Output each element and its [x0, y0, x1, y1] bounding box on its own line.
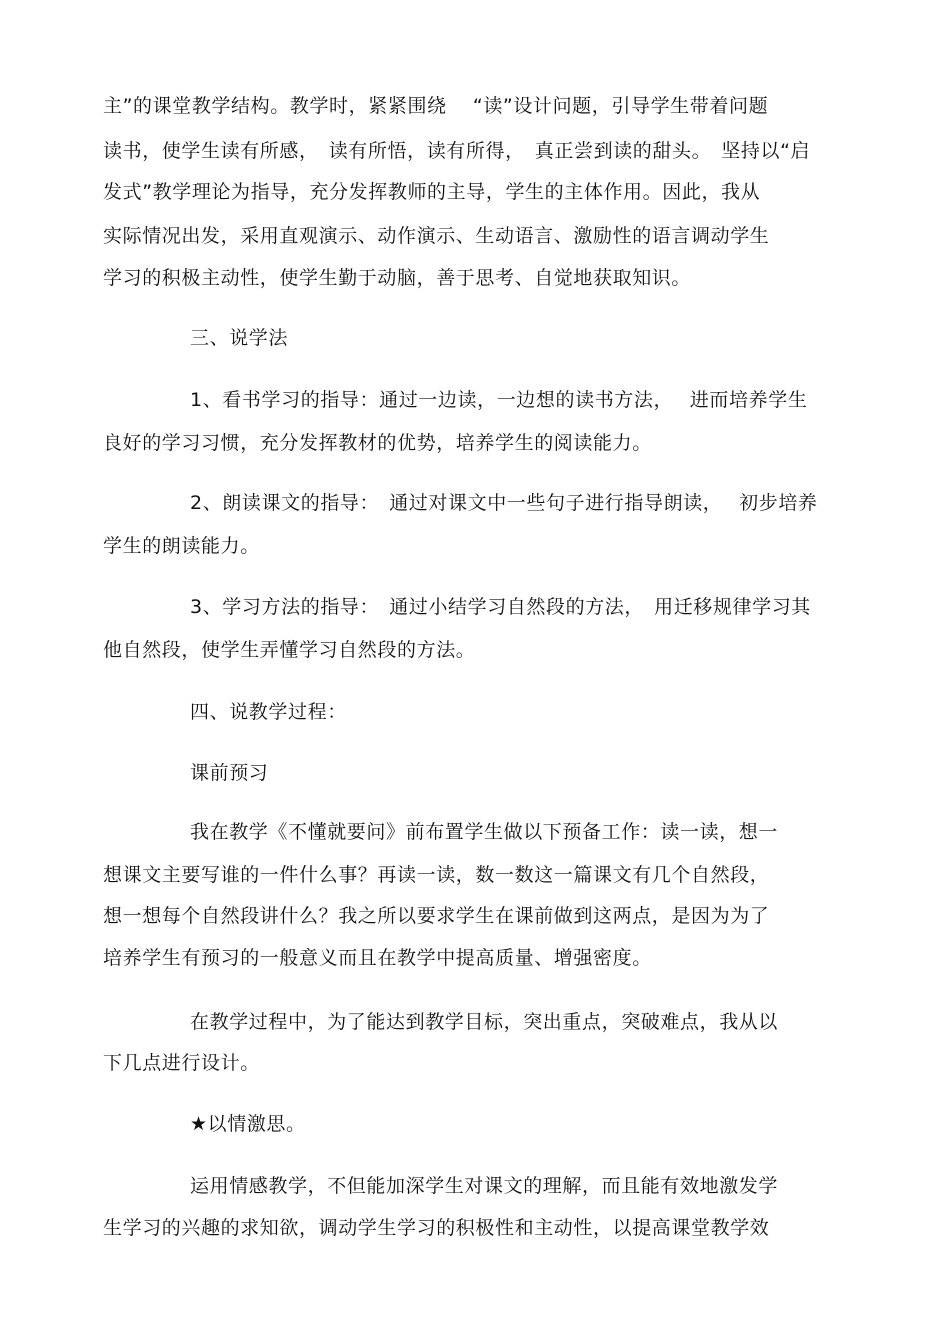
- paragraph-line: 1、看书学习的指导：通过一边读，一边想的读书方法， 进而培养学生: [190, 389, 808, 411]
- paragraph-line: 下几点进行设计。: [103, 1052, 260, 1074]
- section-heading-teaching-process: 四、说教学过程：: [190, 701, 347, 723]
- paragraph-line: 2、朗读课文的指导： 通过对课文中一些句子进行指导朗读， 初步培养: [190, 492, 818, 514]
- paragraph-line: 生学习的兴趣的求知欲，调动学生学习的积极性和主动性，以提高课堂教学效: [103, 1217, 770, 1239]
- paragraph-line: 主”的课堂教学结构。教学时，紧紧围绕 “读”设计问题，引导学生带着问题: [103, 95, 769, 117]
- paragraph-line: 实际情况出发，采用直观演示、动作演示、生动语言、激励性的语言调动学生: [103, 225, 770, 247]
- paragraph-line: 培养学生有预习的一般意义而且在教学中提高质量、增强密度。: [103, 947, 652, 969]
- section-heading-study-methods: 三、说学法: [190, 327, 289, 349]
- paragraph-line: 我在教学《不懂就要问》前布置学生做以下预备工作：读一读，想一: [190, 821, 779, 843]
- paragraph-line: 想课文主要写谁的一件什么事？再读一读，数一数这一篇课文有几个自然段，: [103, 864, 770, 886]
- paragraph-line: 读书，使学生读有所感， 读有所悟，读有所得， 真正尝到读的甜头。 坚持以“启: [103, 140, 811, 162]
- subheading-emotion: ★以情激思。: [190, 1113, 306, 1135]
- subheading-preview: 课前预习: [190, 762, 269, 784]
- paragraph-line: 想一想每个自然段讲什么？我之所以要求学生在课前做到这两点，是因为为了: [103, 905, 770, 927]
- paragraph-line: 学习的积极主动性，使学生勤于动脑，善于思考、自觉地获取知识。: [103, 267, 692, 289]
- paragraph-line: 发式”教学理论为指导，充分发挥教师的主导，学生的主体作用。因此，我从: [103, 181, 761, 203]
- paragraph-line: 学生的朗读能力。: [103, 535, 260, 557]
- paragraph-line: 3、学习方法的指导： 通过小结学习自然段的方法， 用迁移规律学习其: [190, 596, 811, 618]
- paragraph-line: 良好的学习习惯，充分发挥教材的优势，培养学生的阅读能力。: [103, 432, 652, 454]
- paragraph-line: 他自然段，使学生弄懂学习自然段的方法。: [103, 639, 476, 661]
- paragraph-line: 运用情感教学，不但能加深学生对课文的理解，而且能有效地激发学: [190, 1175, 779, 1197]
- paragraph-line: 在教学过程中，为了能达到教学目标，突出重点，突破难点，我从以: [190, 1011, 779, 1033]
